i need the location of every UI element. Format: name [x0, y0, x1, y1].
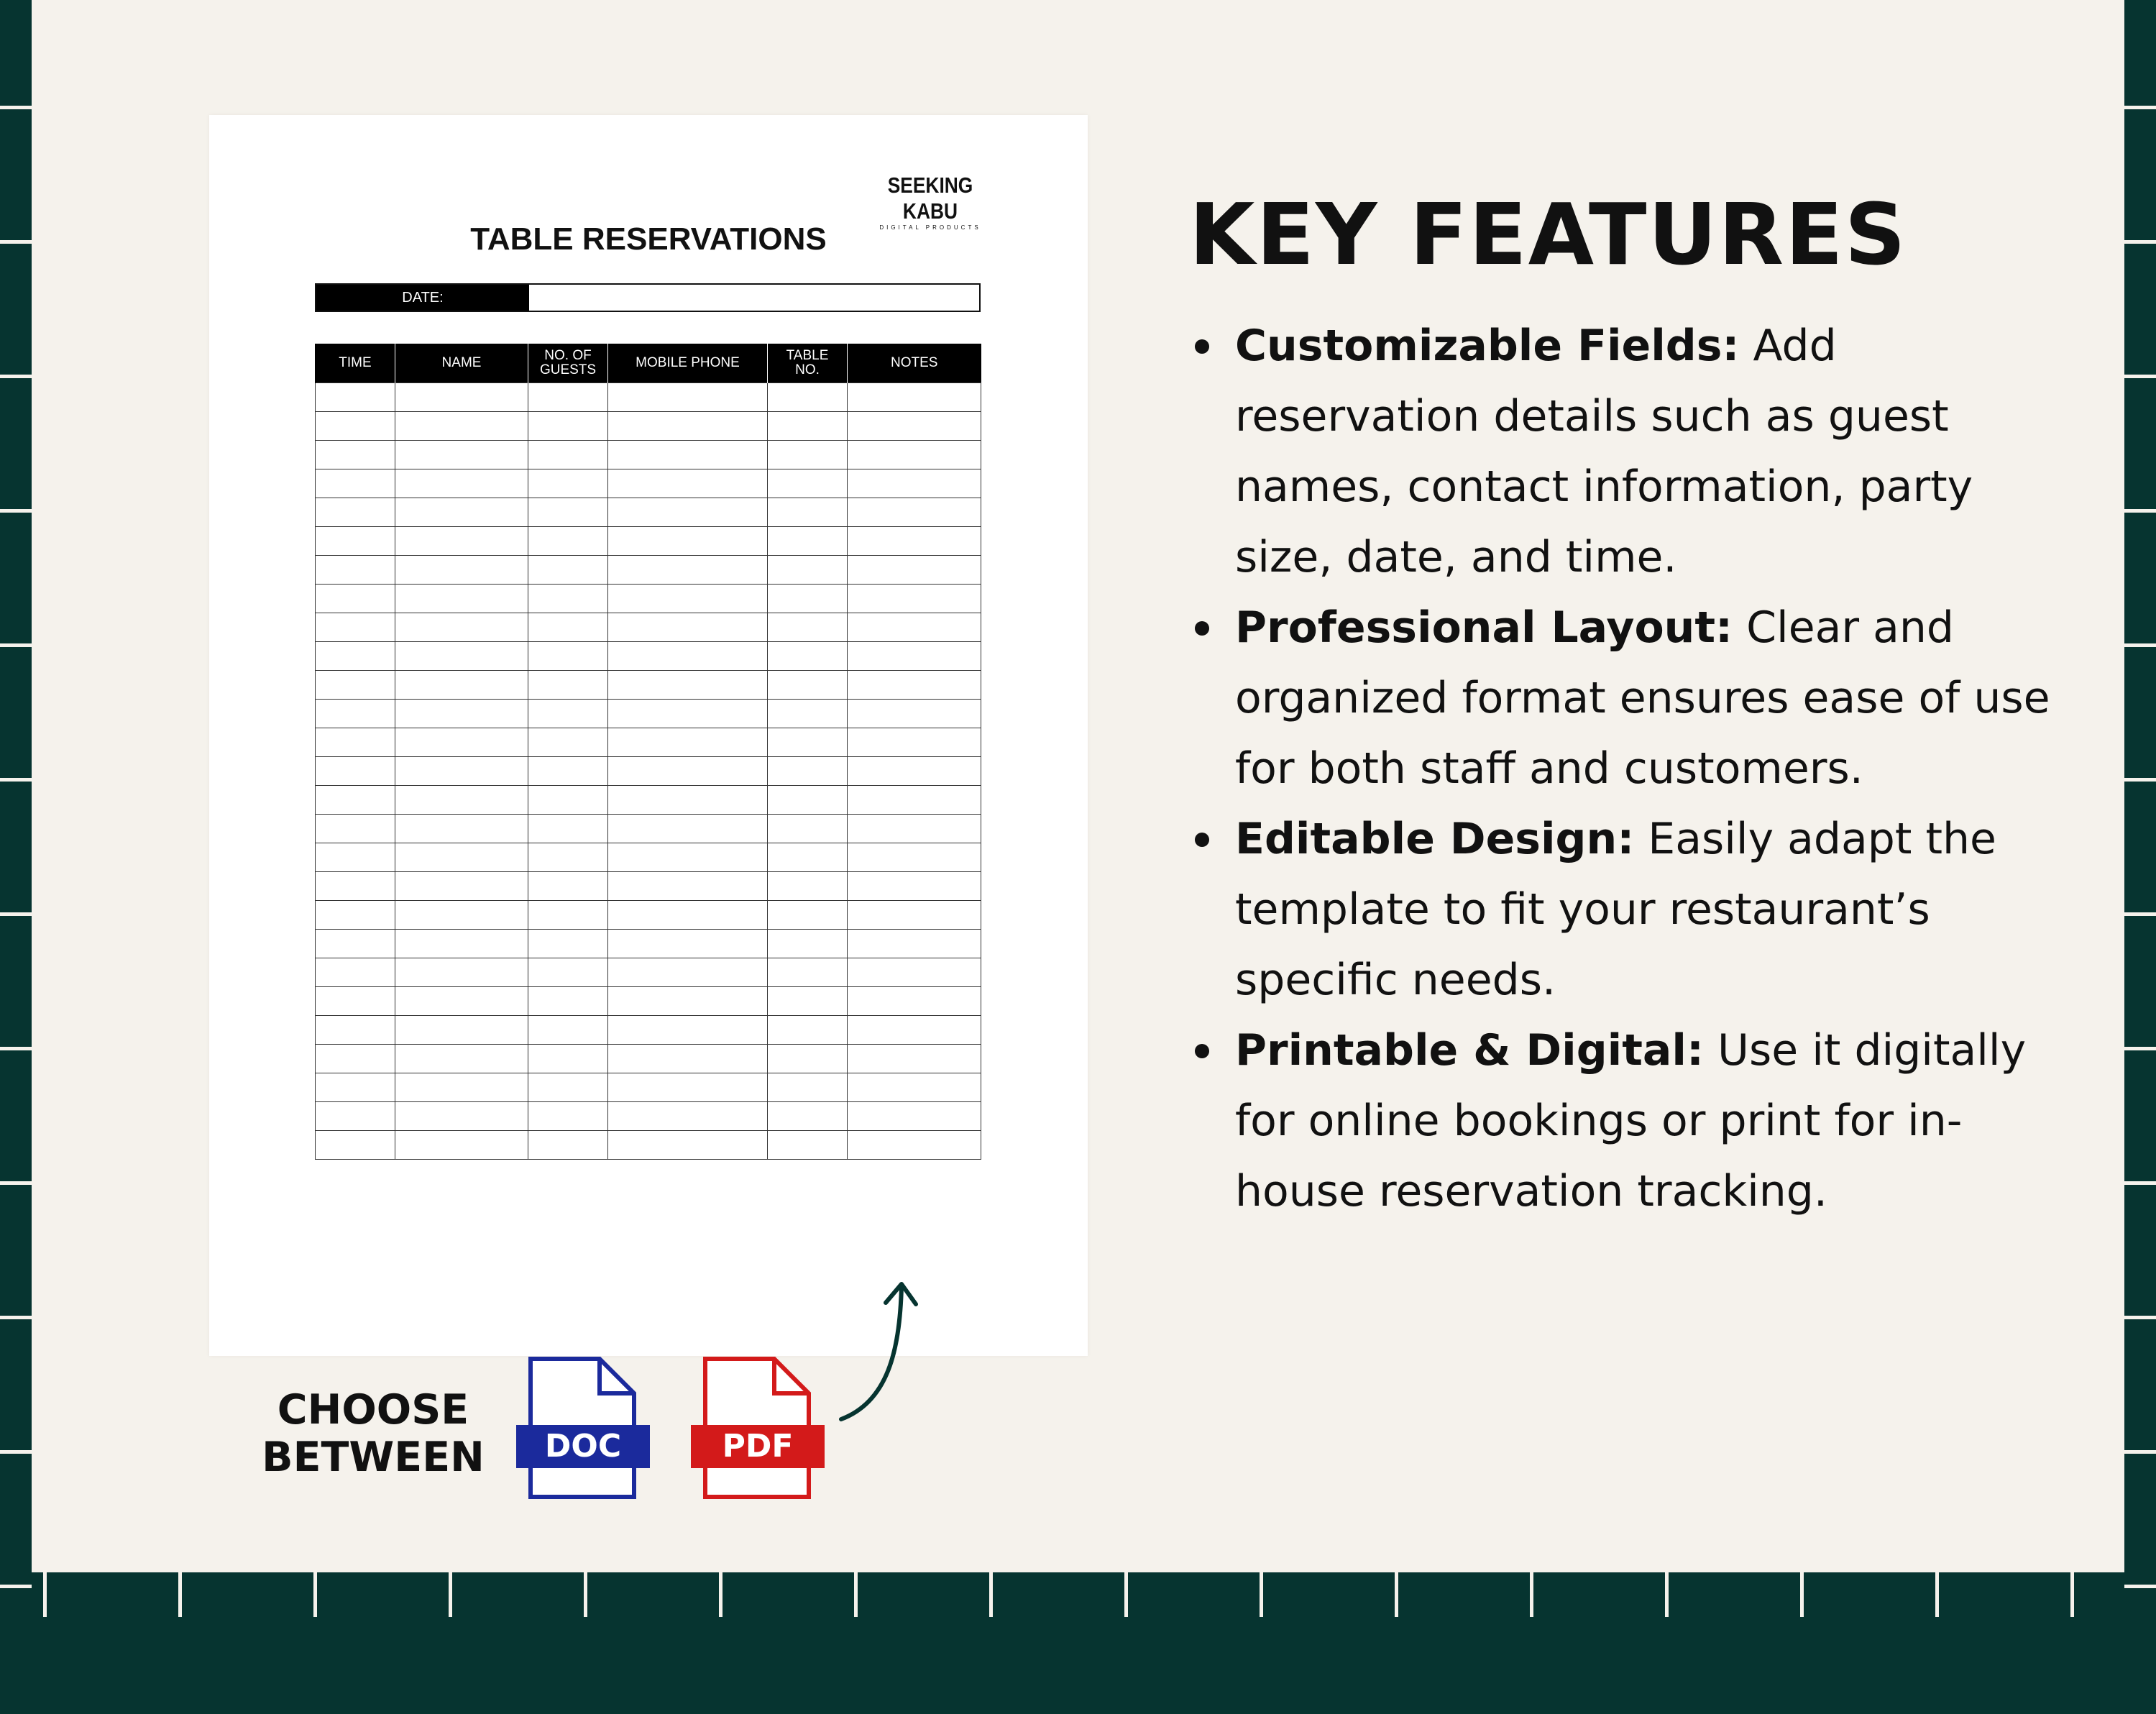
border-tile — [0, 1316, 32, 1445]
table-cell — [768, 642, 848, 671]
table-cell — [768, 958, 848, 987]
border-tile — [43, 1572, 173, 1617]
table-cell — [395, 498, 528, 527]
table-cell — [608, 1131, 768, 1160]
table-cell — [528, 872, 608, 901]
column-header-name: NAME — [395, 344, 528, 383]
table-cell — [528, 1045, 608, 1073]
table-cell — [768, 1045, 848, 1073]
table-row — [316, 786, 981, 815]
table-cell — [848, 843, 981, 872]
feature-text: Clear and organized format ensures ease of use for both staff and customers. — [1235, 602, 2050, 794]
table-cell — [528, 930, 608, 958]
table-cell — [316, 498, 395, 527]
table-cell — [528, 412, 608, 441]
border-tile — [2124, 1316, 2156, 1445]
table-row — [316, 901, 981, 930]
table-cell — [395, 1131, 528, 1160]
table-cell — [316, 441, 395, 469]
border-tile — [2124, 375, 2156, 504]
table-cell — [768, 469, 848, 498]
column-header-table-no: TABLE NO. — [768, 344, 848, 383]
table-row — [316, 671, 981, 700]
border-tile — [989, 1572, 1119, 1617]
table-row — [316, 412, 981, 441]
table-cell — [316, 1131, 395, 1160]
table-cell — [316, 930, 395, 958]
table-cell — [395, 901, 528, 930]
table-cell — [528, 786, 608, 815]
border-tile — [0, 912, 32, 1042]
border-tile — [584, 1572, 713, 1617]
table-row — [316, 872, 981, 901]
table-cell — [848, 728, 981, 757]
table-cell — [608, 613, 768, 642]
table-cell — [608, 728, 768, 757]
table-cell — [848, 642, 981, 671]
table-cell — [848, 786, 981, 815]
table-cell — [768, 872, 848, 901]
table-cell — [768, 1131, 848, 1160]
table-row — [316, 383, 981, 412]
border-tile — [2124, 0, 2156, 101]
table-cell — [768, 671, 848, 700]
feature-label: Printable & Digital: — [1235, 1025, 1704, 1076]
table-row — [316, 556, 981, 585]
table-cell — [768, 700, 848, 728]
table-cell — [528, 671, 608, 700]
table-cell — [316, 987, 395, 1016]
table-cell — [608, 872, 768, 901]
table-cell — [768, 613, 848, 642]
table-cell — [848, 1131, 981, 1160]
table-cell — [768, 786, 848, 815]
table-cell — [848, 671, 981, 700]
table-cell — [528, 901, 608, 930]
table-row — [316, 498, 981, 527]
table-cell — [528, 613, 608, 642]
table-cell — [528, 469, 608, 498]
table-cell — [608, 498, 768, 527]
table-cell — [316, 613, 395, 642]
table-cell — [395, 958, 528, 987]
table-cell — [528, 585, 608, 613]
right-tile-border — [2124, 0, 2156, 1617]
table-cell — [528, 958, 608, 987]
border-tile — [0, 1047, 32, 1176]
table-cell — [768, 815, 848, 843]
table-cell — [395, 728, 528, 757]
table-row — [316, 987, 981, 1016]
table-cell — [528, 700, 608, 728]
border-tile — [2124, 643, 2156, 773]
border-tile — [1800, 1572, 1930, 1617]
table-cell — [316, 815, 395, 843]
table-cell — [316, 585, 395, 613]
table-cell — [395, 441, 528, 469]
table-cell — [395, 987, 528, 1016]
table-cell — [848, 958, 981, 987]
table-cell — [528, 1102, 608, 1131]
table-row — [316, 843, 981, 872]
brand-name: SEEKING KABU — [887, 173, 973, 224]
border-tile — [0, 1181, 32, 1311]
table-cell — [608, 469, 768, 498]
table-cell — [528, 527, 608, 556]
table-cell — [395, 556, 528, 585]
table-cell — [528, 1073, 608, 1102]
left-tile-border — [0, 0, 32, 1617]
table-cell — [608, 441, 768, 469]
table-row — [316, 441, 981, 469]
table-cell — [316, 958, 395, 987]
curved-arrow-icon — [837, 1273, 923, 1431]
reservation-sheet-preview — [209, 115, 1088, 1356]
table-cell — [316, 700, 395, 728]
doc-label: DOC — [544, 1428, 622, 1465]
table-cell — [608, 527, 768, 556]
table-cell — [608, 1045, 768, 1073]
table-cell — [528, 498, 608, 527]
table-cell — [395, 642, 528, 671]
table-cell — [768, 901, 848, 930]
border-tile — [1260, 1572, 1389, 1617]
table-row — [316, 1016, 981, 1045]
table-cell — [316, 1102, 395, 1131]
border-tile — [2124, 240, 2156, 370]
feature-item — [1189, 1015, 2059, 1227]
border-tile — [0, 643, 32, 773]
table-row — [316, 757, 981, 786]
sheet-title: TABLE RESERVATIONS — [470, 221, 827, 257]
column-header-mobile-phone: MOBILE PHONE — [608, 344, 768, 383]
feature-text: Use it digitally for online bookings or print for in-house reservation tracking. — [1235, 1025, 2027, 1216]
table-cell — [768, 1102, 848, 1131]
table-cell — [768, 1073, 848, 1102]
table-cell — [395, 613, 528, 642]
table-cell — [848, 757, 981, 786]
table-cell — [395, 786, 528, 815]
border-tile — [1124, 1572, 1254, 1617]
table-row — [316, 930, 981, 958]
choose-line-2: BETWEEN — [262, 1434, 485, 1481]
feature-item — [1189, 804, 2059, 1015]
table-row — [316, 613, 981, 642]
border-tile — [0, 375, 32, 504]
border-tile — [854, 1572, 983, 1617]
key-features-list — [1189, 311, 2059, 1227]
table-cell — [848, 412, 981, 441]
table-cell — [608, 901, 768, 930]
border-tile — [2124, 1450, 2156, 1580]
border-tile — [178, 1572, 308, 1617]
feature-label: Professional Layout: — [1235, 602, 1733, 653]
table-cell — [848, 498, 981, 527]
table-row — [316, 815, 981, 843]
table-cell — [528, 642, 608, 671]
table-cell — [768, 757, 848, 786]
table-cell — [848, 469, 981, 498]
table-cell — [316, 1073, 395, 1102]
table-cell — [848, 441, 981, 469]
table-cell — [395, 671, 528, 700]
border-tile — [0, 106, 32, 235]
table-cell — [395, 700, 528, 728]
table-cell — [608, 987, 768, 1016]
table-cell — [316, 1016, 395, 1045]
table-cell — [395, 872, 528, 901]
border-tile — [1665, 1572, 1794, 1617]
table-cell — [848, 700, 981, 728]
table-cell — [528, 815, 608, 843]
table-cell — [316, 786, 395, 815]
table-row — [316, 1131, 981, 1160]
table-cell — [848, 872, 981, 901]
table-cell — [316, 671, 395, 700]
table-cell — [848, 987, 981, 1016]
table-row — [316, 469, 981, 498]
choose-between-label — [254, 1386, 492, 1481]
table-row — [316, 1073, 981, 1102]
table-cell — [608, 1102, 768, 1131]
table-cell — [608, 1016, 768, 1045]
key-features-title: KEY FEATURES — [1189, 185, 1907, 284]
table-cell — [395, 1016, 528, 1045]
table-cell — [608, 383, 768, 412]
table-cell — [608, 412, 768, 441]
table-cell — [608, 958, 768, 987]
table-cell — [768, 987, 848, 1016]
table-cell — [848, 1102, 981, 1131]
table-cell — [528, 441, 608, 469]
table-cell — [848, 383, 981, 412]
table-cell — [528, 1016, 608, 1045]
table-cell — [528, 556, 608, 585]
table-row — [316, 958, 981, 987]
bullet-icon — [1195, 339, 1209, 354]
table-cell — [316, 843, 395, 872]
table-cell — [768, 441, 848, 469]
bullet-icon — [1195, 621, 1209, 636]
table-cell — [768, 1016, 848, 1045]
table-cell — [768, 527, 848, 556]
table-cell — [608, 815, 768, 843]
doc-file-icon[interactable] — [515, 1356, 651, 1500]
pdf-label: PDF — [722, 1428, 794, 1465]
table-cell — [608, 786, 768, 815]
table-cell — [608, 843, 768, 872]
table-cell — [316, 757, 395, 786]
table-cell — [316, 642, 395, 671]
table-cell — [395, 815, 528, 843]
table-cell — [768, 383, 848, 412]
table-cell — [316, 1045, 395, 1073]
feature-item — [1189, 592, 2059, 804]
border-tile — [2070, 1572, 2156, 1617]
pdf-file-icon[interactable] — [689, 1356, 826, 1500]
table-cell — [608, 642, 768, 671]
bullet-icon — [1195, 1044, 1209, 1058]
table-cell — [848, 1016, 981, 1045]
table-body — [316, 383, 981, 1160]
border-tile — [1395, 1572, 1524, 1617]
table-cell — [316, 556, 395, 585]
table-cell — [316, 469, 395, 498]
table-cell — [528, 728, 608, 757]
border-tile — [719, 1572, 848, 1617]
border-tile — [0, 240, 32, 370]
bullet-icon — [1195, 833, 1209, 847]
column-header-notes: NOTES — [848, 344, 981, 383]
table-cell — [395, 757, 528, 786]
border-tile — [0, 778, 32, 907]
table-cell — [608, 930, 768, 958]
border-tile — [449, 1572, 578, 1617]
border-tile — [2124, 106, 2156, 235]
table-cell — [848, 930, 981, 958]
table-cell — [768, 843, 848, 872]
table-cell — [395, 527, 528, 556]
table-cell — [316, 412, 395, 441]
table-cell — [395, 930, 528, 958]
border-tile — [2124, 912, 2156, 1042]
table-cell — [528, 1131, 608, 1160]
border-tile — [0, 0, 32, 101]
reservation-table — [315, 344, 981, 1160]
table-row — [316, 642, 981, 671]
table-cell — [608, 700, 768, 728]
table-cell — [395, 1102, 528, 1131]
border-tile — [0, 509, 32, 638]
border-tile — [2124, 509, 2156, 638]
table-cell — [528, 383, 608, 412]
border-tile — [1935, 1572, 2065, 1617]
table-row — [316, 527, 981, 556]
column-header-guests: NO. OF GUESTS — [528, 344, 608, 383]
bottom-tile-border — [0, 1572, 2156, 1617]
table-cell — [848, 815, 981, 843]
table-cell — [395, 469, 528, 498]
table-cell — [395, 1045, 528, 1073]
table-cell — [395, 1073, 528, 1102]
table-cell — [608, 1073, 768, 1102]
column-header-time: TIME — [316, 344, 395, 383]
border-tile — [313, 1572, 443, 1617]
table-cell — [395, 383, 528, 412]
feature-label: Customizable Fields: — [1235, 321, 1740, 371]
border-tile — [2124, 1047, 2156, 1176]
table-row — [316, 1045, 981, 1073]
choose-line-1: CHOOSE — [277, 1386, 469, 1434]
feature-item — [1189, 311, 2059, 592]
feature-text: Add reservation details such as guest names, contact information, party size, date, and time. — [1235, 321, 1973, 582]
feature-label: Editable Design: — [1235, 814, 1635, 864]
table-cell — [768, 556, 848, 585]
border-tile — [1530, 1572, 1659, 1617]
table-cell — [608, 671, 768, 700]
table-cell — [848, 613, 981, 642]
table-cell — [848, 1045, 981, 1073]
table-cell — [316, 527, 395, 556]
table-cell — [848, 585, 981, 613]
table-cell — [848, 527, 981, 556]
table-cell — [608, 757, 768, 786]
table-cell — [395, 585, 528, 613]
table-cell — [848, 901, 981, 930]
border-tile — [2124, 778, 2156, 907]
table-cell — [395, 843, 528, 872]
table-cell — [768, 498, 848, 527]
date-field — [315, 283, 981, 312]
table-cell — [848, 1073, 981, 1102]
table-cell — [528, 757, 608, 786]
table-cell — [316, 383, 395, 412]
table-cell — [316, 872, 395, 901]
table-cell — [848, 556, 981, 585]
table-header-row — [316, 344, 981, 383]
date-label: DATE: — [316, 285, 529, 311]
table-row — [316, 700, 981, 728]
table-cell — [316, 728, 395, 757]
table-cell — [528, 843, 608, 872]
table-cell — [528, 987, 608, 1016]
table-cell — [608, 585, 768, 613]
border-tile — [2124, 1181, 2156, 1311]
table-cell — [608, 556, 768, 585]
table-cell — [316, 901, 395, 930]
table-cell — [395, 412, 528, 441]
table-row — [316, 728, 981, 757]
border-tile — [0, 1450, 32, 1580]
table-cell — [768, 728, 848, 757]
table-cell — [768, 585, 848, 613]
content-panel — [32, 0, 2124, 1572]
feature-text: Easily adapt the template to fit your restaurant’s specific needs. — [1235, 814, 1996, 1005]
table-row — [316, 1102, 981, 1131]
table-row — [316, 585, 981, 613]
table-cell — [768, 412, 848, 441]
table-cell — [768, 930, 848, 958]
brand-subtitle: DIGITAL PRODUCTS — [879, 224, 981, 231]
